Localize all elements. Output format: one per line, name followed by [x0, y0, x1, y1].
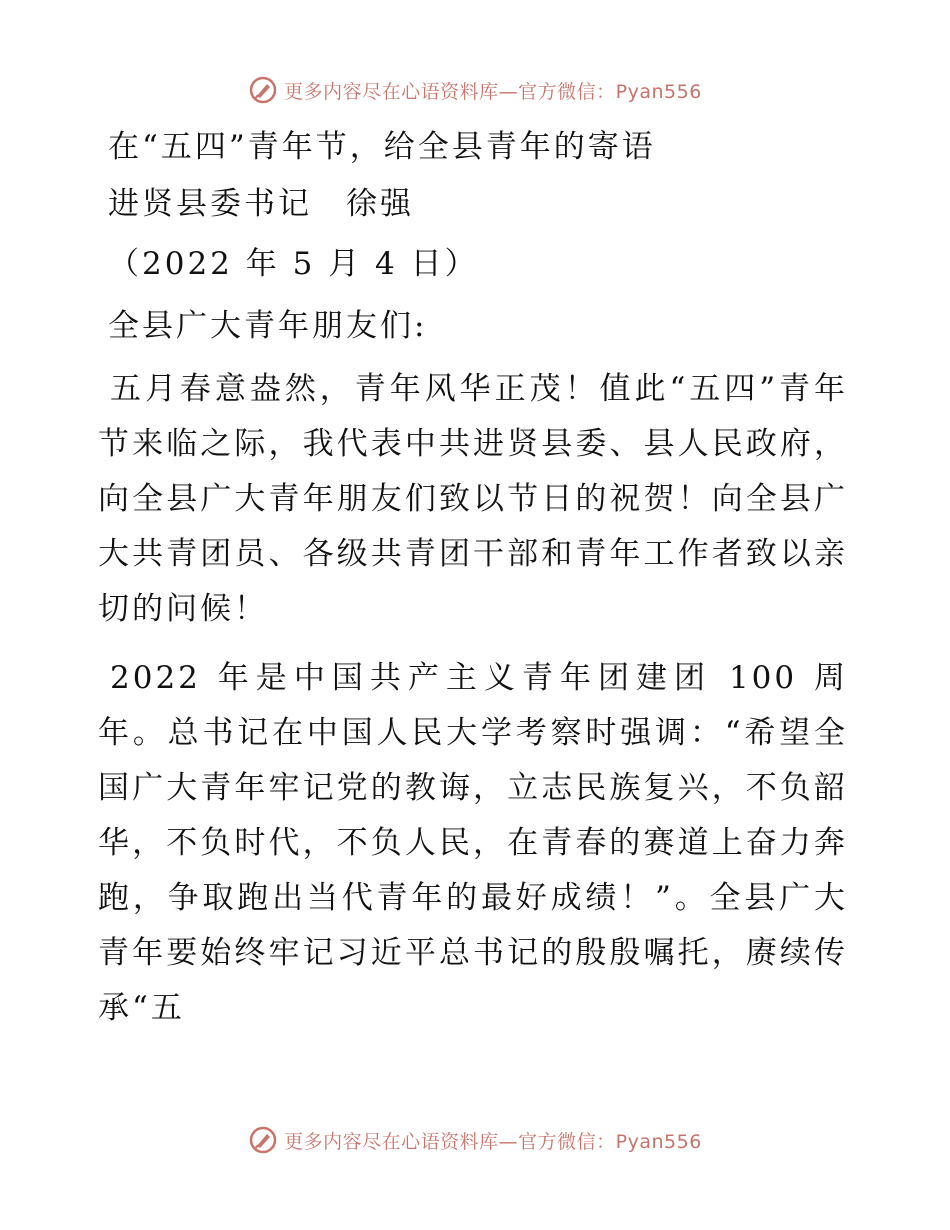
document-author: 进贤县委书记 徐强 [108, 186, 414, 222]
pen-nib-logo-icon [248, 1125, 278, 1155]
header-watermark [0, 70, 950, 110]
footer-watermark [0, 1120, 950, 1160]
paragraph-2: 2022 年是中国共产主义青年团建团 100 周年。总书记在中国人民大学考察时强调：“希望全国广大青年牢记党的教诲，立志民族复兴，不负韶华，不负时代，不负人民，在青春的赛道上奋力奔跑，争取跑出当代青年的最好成绩！”。全县广大青年要始终牢记习近平总书记的殷殷嘱托，赓续传承“五 [98, 660, 848, 1026]
watermark-text: 更多内容尽在心语资料库—官方微信：Pyan556 [284, 1130, 702, 1153]
document-date: （2022 年 5 月 4 日） [108, 246, 479, 282]
paragraph-1: 五月春意盎然，青年风华正茂！值此“五四”青年节来临之际，我代表中共进贤县委、县人民政府，向全县广大青年朋友们致以节日的祝贺！向全县广大共青团员、各级共青团干部和青年工作者致以亲切的问候！ [98, 371, 848, 627]
pen-nib-logo-icon [248, 75, 278, 105]
watermark-text: 更多内容尽在心语资料库—官方微信：Pyan556 [284, 80, 702, 103]
document-title: 在“五四”青年节，给全县青年的寄语 [108, 129, 656, 165]
document-greeting: 全县广大青年朋友们: [108, 308, 428, 344]
document-body [98, 124, 858, 1050]
